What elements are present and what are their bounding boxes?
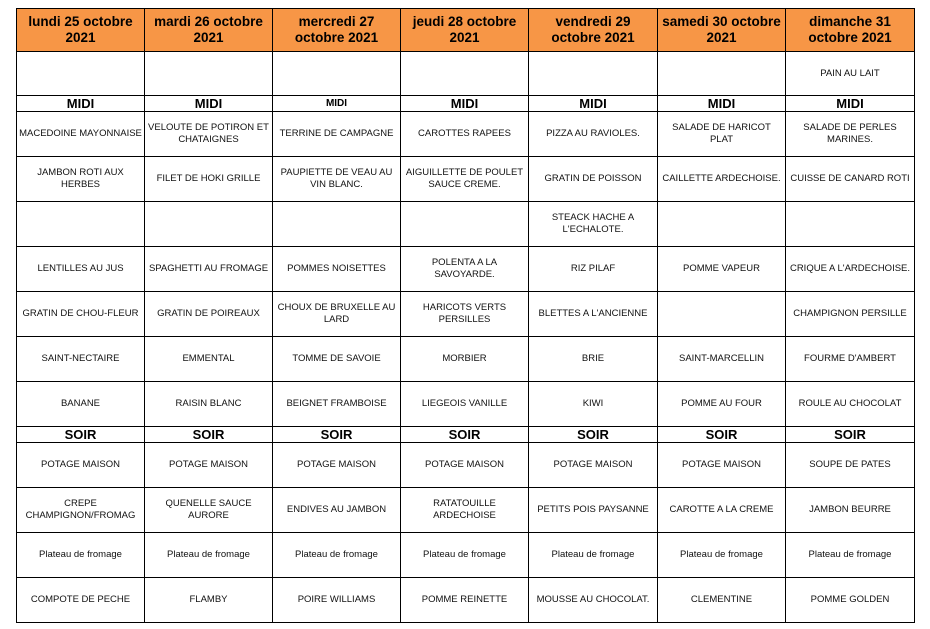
soir-soup-row — [17, 443, 915, 488]
day-header-wednesday: mercredi 27 octobre 2021 — [273, 9, 401, 52]
soir-label: SOIR — [145, 427, 273, 443]
day-header-row — [17, 9, 915, 52]
menu-cell — [658, 292, 786, 337]
menu-cell: PIZZA AU RAVIOLES. — [529, 112, 658, 157]
menu-cell: CHOUX DE BRUXELLE AU LARD — [273, 292, 401, 337]
weekly-menu-table — [16, 8, 915, 623]
menu-cell: SAINT-NECTAIRE — [17, 337, 145, 382]
menu-cell: CAROTTE A LA CREME — [658, 488, 786, 533]
menu-cell: MOUSSE AU CHOCOLAT. — [529, 578, 658, 623]
menu-cell: STEACK HACHE A L'ECHALOTE. — [529, 202, 658, 247]
menu-cell: POTAGE MAISON — [401, 443, 529, 488]
menu-cell: Plateau de fromage — [401, 533, 529, 578]
menu-cell: LENTILLES AU JUS — [17, 247, 145, 292]
breakfast-cell: PAIN AU LAIT — [786, 52, 915, 96]
soir-main-row — [17, 488, 915, 533]
menu-cell — [273, 202, 401, 247]
menu-cell: QUENELLE SAUCE AURORE — [145, 488, 273, 533]
menu-cell — [17, 202, 145, 247]
midi-veg-row — [17, 292, 915, 337]
menu-cell: POMME VAPEUR — [658, 247, 786, 292]
menu-cell: CHAMPIGNON PERSILLE — [786, 292, 915, 337]
menu-cell — [145, 202, 273, 247]
menu-cell: POTAGE MAISON — [273, 443, 401, 488]
menu-cell: SALADE DE HARICOT PLAT — [658, 112, 786, 157]
menu-cell: CUISSE DE CANARD ROTI — [786, 157, 915, 202]
menu-cell: POMME AU FOUR — [658, 382, 786, 427]
midi-alt-main-row — [17, 202, 915, 247]
menu-cell: KIWI — [529, 382, 658, 427]
menu-cell: PAUPIETTE DE VEAU AU VIN BLANC. — [273, 157, 401, 202]
menu-cell: RATATOUILLE ARDECHOISE — [401, 488, 529, 533]
menu-cell: MORBIER — [401, 337, 529, 382]
menu-cell: COMPOTE DE PECHE — [17, 578, 145, 623]
soir-dessert-row — [17, 578, 915, 623]
day-header-sunday: dimanche 31 octobre 2021 — [786, 9, 915, 52]
menu-cell: VELOUTE DE POTIRON ET CHATAIGNES — [145, 112, 273, 157]
midi-main-row — [17, 157, 915, 202]
menu-cell: BEIGNET FRAMBOISE — [273, 382, 401, 427]
soir-label: SOIR — [17, 427, 145, 443]
breakfast-cell — [529, 52, 658, 96]
soir-label: SOIR — [658, 427, 786, 443]
menu-cell: CREPE CHAMPIGNON/FROMAG — [17, 488, 145, 533]
menu-cell: POMME REINETTE — [401, 578, 529, 623]
menu-cell — [658, 202, 786, 247]
menu-cell: PETITS POIS PAYSANNE — [529, 488, 658, 533]
menu-cell — [786, 202, 915, 247]
menu-cell: TERRINE DE CAMPAGNE — [273, 112, 401, 157]
day-header-friday: vendredi 29 octobre 2021 — [529, 9, 658, 52]
menu-cell: RIZ PILAF — [529, 247, 658, 292]
midi-side-row — [17, 247, 915, 292]
midi-label: MIDI — [786, 96, 915, 112]
menu-cell: POTAGE MAISON — [658, 443, 786, 488]
soir-label: SOIR — [529, 427, 658, 443]
menu-cell: ENDIVES AU JAMBON — [273, 488, 401, 533]
menu-cell: SAINT-MARCELLIN — [658, 337, 786, 382]
midi-dessert-row — [17, 382, 915, 427]
menu-cell: JAMBON BEURRE — [786, 488, 915, 533]
menu-cell: GRATIN DE POISSON — [529, 157, 658, 202]
menu-cell: Plateau de fromage — [529, 533, 658, 578]
menu-cell: SOUPE DE PATES — [786, 443, 915, 488]
menu-cell: Plateau de fromage — [17, 533, 145, 578]
menu-cell: CLEMENTINE — [658, 578, 786, 623]
breakfast-cell — [658, 52, 786, 96]
soir-label: SOIR — [786, 427, 915, 443]
midi-label: MIDI — [273, 96, 401, 112]
menu-cell: POTAGE MAISON — [145, 443, 273, 488]
menu-cell: BRIE — [529, 337, 658, 382]
menu-cell: FILET DE HOKI GRILLE — [145, 157, 273, 202]
menu-cell: Plateau de fromage — [658, 533, 786, 578]
day-header-monday: lundi 25 octobre 2021 — [17, 9, 145, 52]
midi-label: MIDI — [145, 96, 273, 112]
day-header-tuesday: mardi 26 octobre 2021 — [145, 9, 273, 52]
day-header-thursday: jeudi 28 octobre 2021 — [401, 9, 529, 52]
menu-cell: SALADE DE PERLES MARINES. — [786, 112, 915, 157]
menu-cell: MACEDOINE MAYONNAISE — [17, 112, 145, 157]
menu-cell: POMMES NOISETTES — [273, 247, 401, 292]
midi-section-row — [17, 96, 915, 112]
menu-cell: HARICOTS VERTS PERSILLES — [401, 292, 529, 337]
soir-cheese-row — [17, 533, 915, 578]
menu-cell: ROULE AU CHOCOLAT — [786, 382, 915, 427]
menu-cell: POTAGE MAISON — [17, 443, 145, 488]
day-header-saturday: samedi 30 octobre 2021 — [658, 9, 786, 52]
midi-label: MIDI — [658, 96, 786, 112]
menu-cell: POMME GOLDEN — [786, 578, 915, 623]
soir-section-row — [17, 427, 915, 443]
menu-cell: FLAMBY — [145, 578, 273, 623]
breakfast-cell — [17, 52, 145, 96]
midi-label: MIDI — [529, 96, 658, 112]
menu-cell: EMMENTAL — [145, 337, 273, 382]
menu-cell: BLETTES A L'ANCIENNE — [529, 292, 658, 337]
menu-cell: FOURME D'AMBERT — [786, 337, 915, 382]
menu-cell: Plateau de fromage — [786, 533, 915, 578]
breakfast-cell — [145, 52, 273, 96]
menu-cell — [401, 202, 529, 247]
menu-cell: Plateau de fromage — [273, 533, 401, 578]
menu-cell: GRATIN DE POIREAUX — [145, 292, 273, 337]
menu-cell: POIRE WILLIAMS — [273, 578, 401, 623]
breakfast-cell — [401, 52, 529, 96]
midi-label: MIDI — [401, 96, 529, 112]
menu-cell: JAMBON ROTI AUX HERBES — [17, 157, 145, 202]
soir-label: SOIR — [273, 427, 401, 443]
breakfast-cell — [273, 52, 401, 96]
menu-cell: POTAGE MAISON — [529, 443, 658, 488]
midi-label: MIDI — [17, 96, 145, 112]
menu-cell: CAROTTES RAPEES — [401, 112, 529, 157]
menu-cell: BANANE — [17, 382, 145, 427]
menu-cell: Plateau de fromage — [145, 533, 273, 578]
menu-cell: RAISIN BLANC — [145, 382, 273, 427]
menu-cell: CRIQUE A L'ARDECHOISE. — [786, 247, 915, 292]
menu-cell: CAILLETTE ARDECHOISE. — [658, 157, 786, 202]
breakfast-row — [17, 52, 915, 96]
menu-cell: TOMME DE SAVOIE — [273, 337, 401, 382]
midi-starter-row — [17, 112, 915, 157]
menu-cell: SPAGHETTI AU FROMAGE — [145, 247, 273, 292]
menu-cell: POLENTA A LA SAVOYARDE. — [401, 247, 529, 292]
menu-cell: GRATIN DE CHOU-FLEUR — [17, 292, 145, 337]
soir-label: SOIR — [401, 427, 529, 443]
menu-cell: LIEGEOIS VANILLE — [401, 382, 529, 427]
menu-cell: AIGUILLETTE DE POULET SAUCE CREME. — [401, 157, 529, 202]
midi-cheese-row — [17, 337, 915, 382]
